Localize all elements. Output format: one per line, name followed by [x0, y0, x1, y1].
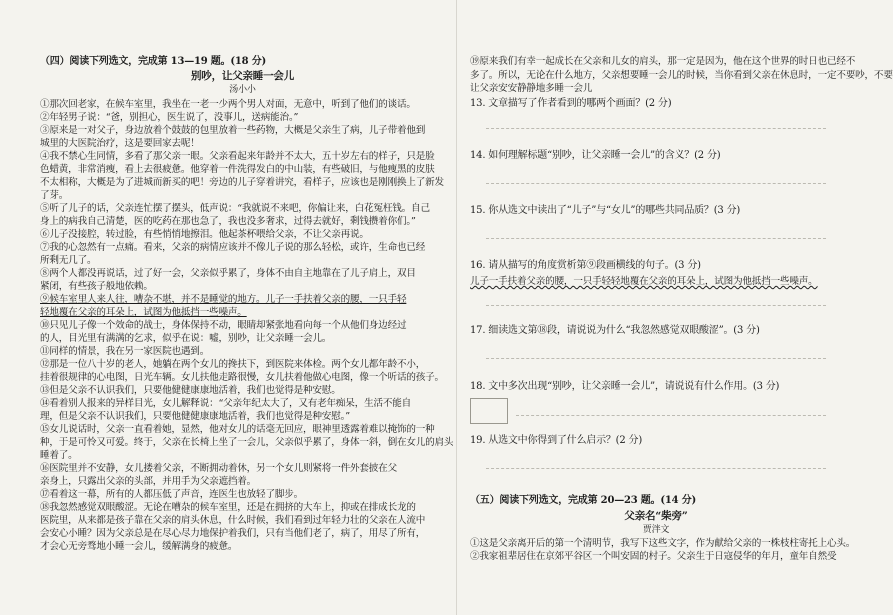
paragraph-line: ⑰看着这一幕，所有的人都压低了声音，连医生也放轻了脚步。 [40, 489, 304, 500]
paragraph-line: ②年轻男子说：“爸，别担心，医生说了，没事儿，送病能治。” [40, 112, 299, 123]
paragraph-line: ⑪同样的情景，我在另一家医院也遇到。 [40, 346, 210, 357]
article-title: 别吵，让父亲睡一会儿 [191, 70, 294, 82]
underlined-line: ⑨候车室里人来人往，嘈杂不堪，并不是睡觉的地方。儿子一手扶着父亲的腰，一只手轻 [40, 294, 407, 305]
paragraph-line: ⑩只见儿子像一个效命的战士，身体保持不动，眼睛却紧张地看向每一个从他们身边经过 [40, 320, 407, 331]
paragraph-line: 种，于是可怜又可爱。终于，父亲在长椅上坐了一会儿，父亲似乎累了，身体一斜，倒在女儿的肩头 [40, 437, 454, 448]
underlined-line: 轻地覆在父亲的耳朵上，试图为他抵挡一些噪声。 [40, 307, 247, 318]
paragraph-line: ⑱我忽然感觉双眼酸涩。无论在嘈杂的候车室里，还是在拥挤的大车上，抑或在排成长龙的 [40, 502, 416, 513]
paragraph-line: ⑭看着别人报来的异样目光，女儿解释说：“父亲年纪太大了，又有老年痴呆，生活不能自 [40, 398, 412, 409]
question-15: 15. 你从选文中读出了“儿子”与“女儿”的哪些共同品质？(3 分) [470, 205, 741, 216]
paragraph-line: ⑮女儿说话时，父亲一直看着她，显然，他对女儿的话毫无回应，眼神里透露着难以掩饰的一种 [40, 424, 435, 435]
paragraph-line: ⑬但是父亲不认识我们，只要他健健康康地活着，我们也觉得是种安慰。 [40, 385, 341, 396]
paragraph-line: ①这是父亲离开后的第一个清明节，我写下这些文字，作为献给父亲的一株枝柱寄托上心头。 [470, 538, 856, 549]
article-title-2: 父亲名“柴旁” [624, 510, 688, 522]
paragraph-line: ⑧两个人都没再说话，过了好一会，父亲似乎累了，身体不由自主地靠在了儿子肩上，双目 [40, 268, 416, 279]
paragraph-line: ⑫那是一位八十岁的老人，她躺在两个女儿的搀扶下，到医院来体检。两个女儿都年龄不小， [40, 359, 426, 370]
paragraph-line: 城里的大医院治疗，这是要回家去呢！ [40, 138, 200, 149]
paragraph-line: 的人，目光里有满满的乞求，似乎在说：嘘，别吵，让父亲睡一会儿。 [40, 333, 332, 344]
question-16-quote: 儿子一手扶着父亲的腰，一只手轻轻地覆在父亲的耳朵上，试图为他抵挡一些噪声。 [470, 276, 818, 287]
right-column [470, 0, 893, 615]
answer-line [486, 358, 826, 359]
paragraph-line: 身上的病我自己清楚，医的吃药在那也急了，我也没多奢求，过得去就好，剩钱攒着你们。” [40, 216, 416, 227]
paragraph-line: ⑯医院里并不安静，女儿搂着父亲，不断拥动着休，另一个女儿则紧将一件外套披在父 [40, 463, 397, 474]
question-14: 14. 如何理解标题“别吵，让父亲睡一会儿”的含义？(2 分) [470, 150, 721, 161]
paragraph-line: 会安心小睡？因为父亲总是在尽心尽力地保护着我们，只有当他们老了，病了，用尽了所有， [40, 528, 426, 539]
article-author-2: 贾泮文 [642, 525, 670, 535]
article-author: 汤小小 [229, 85, 256, 95]
question-18: 18. 文中多次出现“别吵，让父亲睡一会儿”，请说说有什么作用。(3 分) [470, 381, 780, 392]
answer-line [486, 468, 826, 469]
paragraph-line: 所剩无几了。 [40, 255, 97, 266]
answer-line [486, 238, 826, 239]
section-five-heading: （五）阅读下列选文，完成第 20—23 题。(14 分) [470, 495, 697, 506]
paragraph-line: ③原来是一对父子，身边放着个鼓鼓的包里放着一些药物，大概是父亲生了病，儿子带着他到 [40, 125, 426, 136]
paragraph-line: 让父亲安安静静地多睡一会儿 [470, 83, 593, 94]
question-17: 17. 细读选文第⑱段，请说说为什么“我忽然感觉双眼酸涩”。(3 分) [470, 325, 760, 336]
paragraph-line: 挂着很规律的心电图，日光车辆。女儿扶他走路很慢，女儿扶着他做心电图，像一个听话的孩子。 [40, 372, 444, 383]
section-four-heading: （四）阅读下列选文，完成第 13—19 题。(18 分) [40, 56, 267, 67]
paragraph-line: ⑦我的心忽然有一点痛。看来，父亲的病情应该并不像儿子说的那么轻松，或许，生命也已经 [40, 242, 426, 253]
paragraph-line: ④我不禁心生同情，多看了那父亲一眼。父亲看起来年龄并不太大，五十岁左右的样子，只是脸 [40, 151, 435, 162]
question-13: 13. 文章描写了作者看到的哪两个画面？(2 分) [470, 98, 672, 109]
answer-line [486, 183, 826, 184]
paragraph-line: 色蜡黄，非常消瘦，看上去很疲惫。他穿着一件洗得发白的中山装，有些破旧，与他瘦黑的皮肤 [40, 164, 435, 175]
paragraph-line: 才会心无旁骛地小睡一会儿，缓解满身的疲惫。 [40, 541, 238, 552]
answer-line [486, 305, 826, 306]
paragraph-line: ⑲原来我们有幸一起成长在父亲和儿女的肩头，那一定是因为，他在这个世界的时日也已经不 [470, 56, 856, 67]
question-19: 19. 从选文中你得到了什么启示？(2 分) [470, 435, 643, 446]
left-column [40, 0, 454, 615]
paragraph-line: 紧闭，有些孩子般地依赖。 [40, 281, 153, 292]
paragraph-line: 了芽。 [40, 190, 69, 201]
paragraph-line: 亲身上，只露出父亲的头部，并用手为父亲遮挡着。 [40, 476, 257, 487]
page-fold [456, 0, 457, 615]
paragraph-line: ⑥儿子没接腔，转过脸，有些悄悄地擦泪。他起茶杯喂给父亲，不让父亲再说。 [40, 229, 369, 240]
paragraph-line: 理，但是父亲不认识我们，只要他健健康康地活着，我们也觉得是种安慰。” [40, 411, 350, 422]
answer-line [486, 128, 826, 129]
paragraph-line: ⑤听了儿子的话，父亲连忙摆了摆头，低声说：“我就说不来吧，你偏让来，白花冤枉钱。自己 [40, 203, 430, 214]
paragraph-line: ①那次回老家，在候车室里，我坐在一老一少两个男人对面，无意中，听到了他们的谈话。 [40, 99, 416, 110]
handwriting-box [470, 398, 508, 424]
paragraph-line: ②我家祖辈居住在京郊平谷区一个叫安固的村子。父亲生于日寇侵华的年月，童年自然受 [470, 551, 837, 562]
answer-line [516, 415, 826, 416]
paragraph-line: 多了。所以，无论在什么地方，父亲想要睡一会儿的时候，当你看到父亲在休息时，一定不要吵，不要 [470, 70, 893, 81]
paragraph-line: 医院里，从来都是孩子靠在父亲的肩头休息，什么时候，我们看到过年轻力壮的父亲在人流中 [40, 515, 426, 526]
question-16: 16. 请从描写的角度赏析第⑨段画横线的句子。(3 分) [470, 260, 701, 271]
paragraph-line: 睡着了。 [40, 450, 78, 461]
paragraph-line: 不太相称，大概是为了进城而新买的吧！旁边的儿子穿着讲究，看样子，应该也是刚刚换上了新发 [40, 177, 444, 188]
